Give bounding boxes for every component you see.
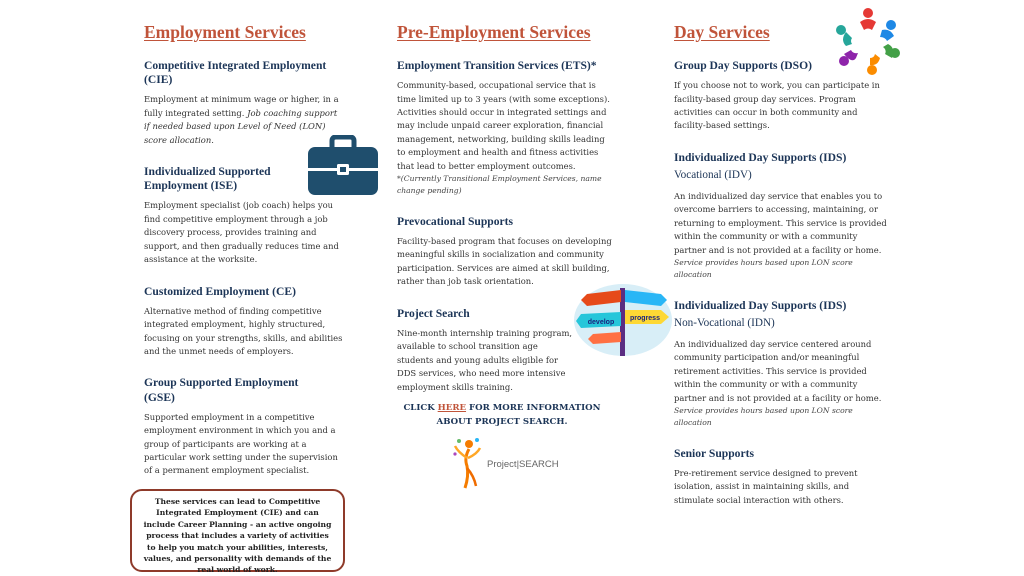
briefcase-icon <box>307 135 379 197</box>
people-circle-icon <box>832 6 904 76</box>
service-note: Service provides hours based upon LON score allocation <box>674 258 853 279</box>
service-idv <box>674 151 889 281</box>
project-search-info-line <box>397 402 607 430</box>
service-note: *(Currently Transitional Employment Services, name change pending) <box>397 174 602 195</box>
service-description: Employment specialist (job coach) helps you find competitive employment through a job discovery process, provides training and support, and then gradually reduces time and assistance at the worksite. <box>144 200 339 265</box>
service-title: Prevocational Supports <box>397 214 514 228</box>
service-ce <box>144 285 344 359</box>
employment-services-column <box>144 22 344 496</box>
service-body-italic: Job coaching support if needed based upon Level of Need (LON) score allocation. <box>144 107 338 145</box>
day-services-column <box>674 22 889 525</box>
service-title: Individualized Day Supports (IDS) <box>674 150 847 164</box>
service-title: Customized Employment (CE) <box>144 284 296 298</box>
service-title: Group Supported Employment (GSE) <box>144 376 299 404</box>
service-description: Nine-month internship training program, available to school transition age students and young adults eligible for DDS services, who need more intensive employment skills training. <box>397 327 573 392</box>
service-title: Project Search <box>397 306 470 320</box>
signpost-develop-label: develop <box>587 319 615 326</box>
service-cie <box>144 59 344 147</box>
service-description: Community-based, occupational service that is time limited up to 3 years (with some exceptions). Activities should occur in integrated settings and may include unpaid career exploration, financial management, networking, building skills leading to employment and health and fitness activities that lead to better employment outcomes. <box>397 80 610 171</box>
pre-employment-services-heading: Pre-Employment Services <box>397 22 591 42</box>
service-note: Service provides hours based upon LON score allocation <box>674 406 853 427</box>
service-title: Employment Transition Services (ETS)* <box>397 59 597 72</box>
service-description: Alternative method of finding competitive integrated employment, highly structured, focusing on your strengths, skills, and abilities and the unmet needs of employers. <box>144 305 343 356</box>
service-title: Group Day Supports (DSO) <box>674 59 812 72</box>
day-services-heading: Day Services <box>674 22 770 42</box>
employment-services-heading: Employment Services <box>144 22 306 42</box>
service-title: Individualized Day Supports (IDS) <box>674 298 847 312</box>
click-suffix: FOR MORE INFORMATION ABOUT PROJECT SEARCH. <box>436 402 601 427</box>
click-prefix: CLICK <box>403 402 435 413</box>
service-prevocational <box>397 215 612 289</box>
pre-employment-services-column <box>397 22 615 429</box>
service-title: Competitive Integrated Employment (CIE) <box>144 59 327 87</box>
project-search-logo-text: Project|SEARCH <box>487 459 559 470</box>
project-search-here-link[interactable]: HERE <box>437 402 467 413</box>
service-body-text: Employment at minimum wage or higher, in a fully integrated setting. <box>144 94 339 118</box>
service-subtitle: Non-Vocational (IDN) <box>674 316 775 329</box>
service-senior <box>674 447 889 507</box>
service-ets <box>397 59 612 197</box>
service-gse <box>144 376 344 477</box>
service-description: An individualized day service centered around community participation and/or meaningful retirement activities. This service is provided within the community or with a community partner and is not provided at a facility or home. <box>674 338 882 403</box>
service-title: Individualized Supported Employment (ISE) <box>144 165 271 193</box>
signpost-icon <box>573 282 673 358</box>
service-description: Supported employment in a competitive employment environment in which you and a group of participants are working at a particular work setting under the supervision of a permanent employment specialist. <box>144 411 338 476</box>
service-description: Pre-retirement service designed to prevent isolation, assist in maintaining skills, and stimulate social interaction with others. <box>674 467 858 505</box>
service-subtitle: Vocational (IDV) <box>674 169 752 182</box>
signpost-progress-label: progress <box>630 315 660 322</box>
service-title: Senior Supports <box>674 446 755 460</box>
service-description: An individualized day service that enables you to overcome barriers to accessing, maintaining, or returning to employment. This service is provided within the community or with a community partner and is not provided at a facility or home. <box>674 191 887 255</box>
service-description: If you choose not to work, you can participate in facility-based group day services. Program activities can occur in both community and facility-based settings. <box>674 80 880 131</box>
service-idn <box>674 299 889 429</box>
service-description: Facility-based program that focuses on developing meaningful skills in socialization and community participation. Services are aimed at skill building, rather than job task orientation. <box>397 235 612 287</box>
career-planning-callout: These services can lead to Competitive Integrated Employment (CIE) and can include Career Planning - an active ongoing process that includes a variety of activities to help you match your abilities, interests, values, and personality with demands of the real world of work. <box>130 489 345 572</box>
